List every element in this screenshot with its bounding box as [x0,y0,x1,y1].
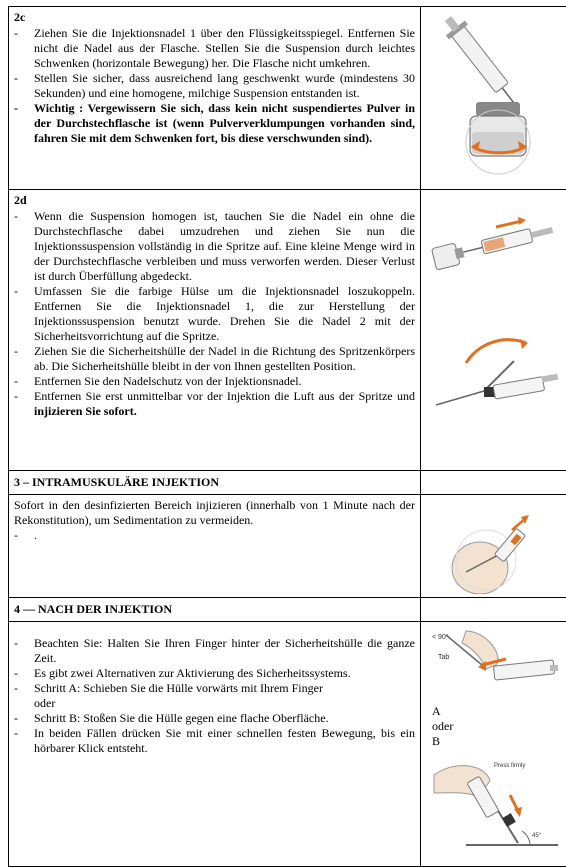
cell-4-text [9,622,421,867]
instruction-table [8,6,566,867]
vial-swirl-illustration [426,10,560,186]
cell-empty [421,471,566,495]
list-item [14,528,415,543]
syringe-draw-illustration [426,193,560,467]
list-item: - Entfernen Sie den Nadelschutz von der Injektionsnadel. [14,374,415,389]
step-label: 2c [14,10,415,25]
list-item [14,389,415,419]
press-label: Press firmly [494,763,525,769]
step-list [14,26,415,146]
list-item: - Wenn die Suspension homogen ist, tauchen Sie die Nadel ein ohne die Durchstechflasche dabei umzudrehen und ziehen Sie nun die Injektionssuspension vollständig in die Spritze auf. Eine kleine Menge wird in der Durchstechflasche verbleiben und muss verworfen werden. Dieser Verlust ist durch Überfüllung abgedeckt. [14,209,415,284]
bullet: - [14,528,34,543]
label-a: A [432,704,441,718]
step-list [14,209,415,419]
list-item: - In beiden Fällen drücken Sie mit einer schnellen festen Bewegung, bis ein hörbarer Klick entsteht. [14,726,415,756]
step-list [14,711,415,756]
section-text: Sofort in den desinfizierten Bereich injizieren (innerhalb von 1 Minute nach der Rekonstitution), um Sedimentation zu vermeiden. [14,498,415,528]
cell-2c-text [9,7,421,190]
list-item-text: Entfernen Sie erst unmittelbar vor der Injektion die Luft aus der Spritze und [34,389,415,403]
list-item: - Ziehen Sie die Injektionsnadel 1 über den Flüssigkeitsspiegel. Entfernen Sie nicht die Nadel aus der Flasche. Stellen Sie die Suspension durch leichtes Schwenken (horizontale Bewegung) her. Die Flasche nicht umkehren. [14,26,415,71]
list-item-important: - Wichtig : Vergewissern Sie sich, dass kein nicht suspendiertes Pulver in der Durchstechflasche ist (wenn Pulververklumpungen vorhanden sind, fahren Sie mit dem Schwenken fort, bis diese verschwunden sind). [14,101,415,146]
list-item-bold: injizieren Sie sofort. [34,404,137,418]
tab-label: Tab [438,654,449,661]
section-heading: 4 — NACH DER INJEKTION [9,598,421,622]
cell-empty [421,598,566,622]
cell-2c-image [421,7,566,190]
cell-2d-text [9,190,421,471]
row-3 [9,495,566,598]
row-2c [9,7,566,190]
cell-2d-image [421,190,566,471]
cell-3-image [421,495,566,598]
list-item: - Beachten Sie: Halten Sie Ihren Finger hinter der Sicherheitshülle die ganze Zeit. [14,636,415,666]
row-2d [9,190,566,471]
oder-text: oder [14,696,415,711]
list-item: - Es gibt zwei Alternativen zur Aktivierung des Sicherheitssystems. [14,666,415,681]
step-label: 2d [14,193,415,208]
injection-illustration [426,498,560,594]
list-item: - Ziehen Sie die Sicherheitshülle der Nadel in die Richtung des Spritzenkörpers ab. Die Sicherheitshülle bleibt in der von Ihnen gestellten Position. [14,344,415,374]
angle-45-label: 45° [532,833,542,839]
row-3-heading [9,471,566,495]
label-oder: oder [432,719,453,733]
safety-activation-illustration [426,625,560,863]
cell-3-text [9,495,421,598]
list-item: - Umfassen Sie die farbige Hülse um die Injektionsnadel loszukoppeln. Entfernen Sie die Injektionsnadel 1, die zur Herstellung der Injektionssuspension benutzt wurde. Drehen Sie die Nadel 2 mit der Sicherheitsvorrichtung auf die Spritze. [14,284,415,344]
label-b: B [432,734,440,748]
oder-line [14,696,415,711]
step-list [14,636,415,696]
section-heading: 3 – INTRAMUSKULÄRE INJEKTION [9,471,421,495]
row-4 [9,622,566,867]
cell-4-image [421,622,566,867]
list-item: - Stellen Sie sicher, dass ausreichend lang geschwenkt wurde (mindestens 30 Sekunden) und eine homogene, milchige Suspension entstanden ist. [14,71,415,101]
row-4-heading [9,598,566,622]
angle-label: < 90° [432,633,449,641]
list-item: - Schritt B: Stoßen Sie die Hülle gegen eine flache Oberfläche. [14,711,415,726]
list-item-text: . [34,528,37,542]
list-item: - Schritt A: Schieben Sie die Hülle vorwärts mit Ihrem Finger [14,681,415,696]
